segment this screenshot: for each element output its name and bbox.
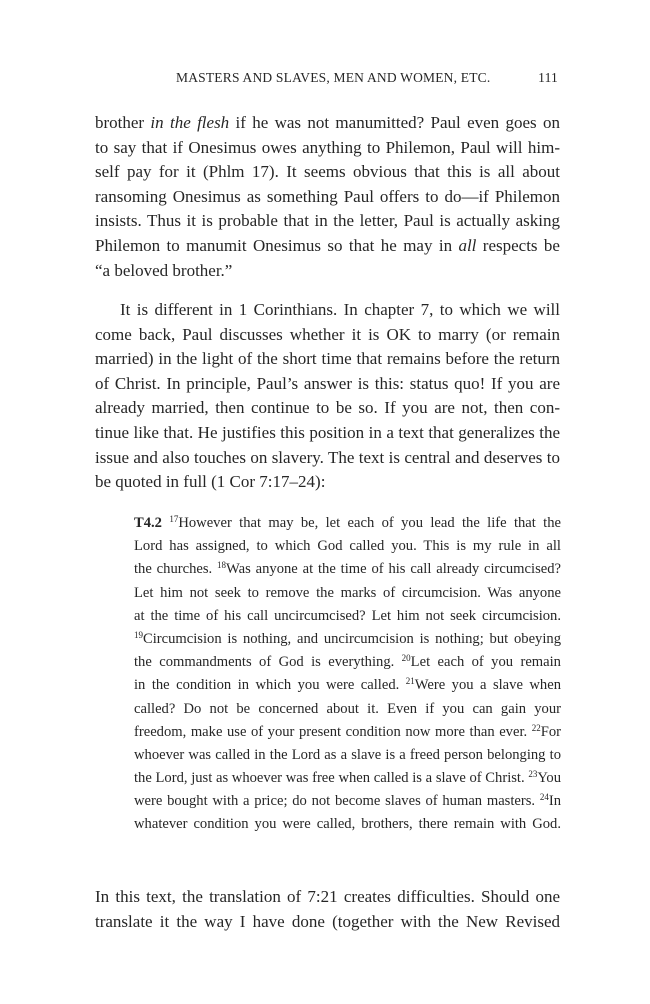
page-number: 111 [538,70,558,85]
text-line: self pay for it (Phlm 17). It seems obvious that this is all about [95,162,560,182]
paragraph-2 [95,298,560,495]
text-line: ransoming Onesimus as something Paul offers to do—if Philemon [95,186,560,206]
text-line: issue and also touches on slavery. The text is central and deserves to [95,447,560,467]
quote-line: in the condition in which you were called. $^{21}$Were you a slave when [134,676,561,694]
block-quote [134,512,561,837]
verse-number: 24 [539,792,549,803]
text-line: “a beloved brother.” [95,260,233,280]
paragraph-3 [95,885,560,934]
text-label: T4.2 [134,515,162,531]
text-line: of Christ. In principle, Paul’s answer is this: status quo! If you are [95,373,560,393]
quote-line: the churches. $^{18}$Was anyone at the time of his call already circumcised? [134,560,561,578]
text-line: to say that if Onesimus owes anything to Philemon, Paul will him- [95,137,560,157]
quote-line: Let him not seek to remove the marks of circumcision. Was anyone [134,584,561,601]
quote-line: whoever was called in the Lord as a slave is a freed person belonging to [134,746,561,763]
text-line: come back, Paul discusses whether it is OK to marry (or remain [95,324,560,344]
text-line: insists. Thus it is probable that in the letter, Paul is actually asking [95,211,560,231]
verse-number: 18 [217,560,227,571]
running-title: MASTERS AND SLAVES, MEN AND WOMEN, ETC. [176,70,491,85]
text-line: It is different in 1 Corinthians. In chapter 7, to which we will [120,300,560,319]
verse-number: 17 [169,514,179,524]
verse-number: 22 [531,722,541,733]
emphasis: in the flesh [150,113,230,132]
quote-line: the commandments of God is everything. $^{20}$Let each of you remain [134,653,561,671]
text-line: tinue like that. He justifies this position in a text that generalizes the [95,422,560,442]
text-line: translate it the way I have done (together with the New Revised [95,911,560,931]
quote-line: at the time of his call uncircumcised? Let him not seek circumcision. [134,607,561,624]
text-line: In this text, the translation of 7:21 creates difficulties. Should one [95,887,560,906]
quote-line: the Lord, just as whoever was free when called is a slave of Christ. $^{23}$You [134,769,561,787]
quote-line: T4.2 $^{17}$However that may be, let each of you lead the life that the [134,514,561,531]
text-line: already married, then continue to be so. If you are not, then con- [95,398,560,418]
verse-number: 23 [528,769,538,780]
text-line: married) in the light of the short time that remains before the return [95,349,560,369]
quote-line: called? Do not be concerned about it. Even if you can gain your [134,700,561,717]
text-line: brother in the flesh if he was not manumitted? Paul even goes on [95,113,560,132]
quote-line: $^{19}$Circumcision is nothing, and uncircumcision is nothing; but obeying [134,629,561,647]
quote-line: whatever condition you were called, brothers, there remain with God. [134,816,561,833]
emphasis: all [458,235,477,255]
verse-number: 20 [401,653,411,664]
text-line: be quoted in full (1 Cor 7:17–24): [95,472,326,492]
verse-number: 21 [405,676,415,687]
verse-number: 19 [134,629,143,640]
quote-line: Lord has assigned, to which God called you. This is my rule in all [134,538,561,555]
quote-line: were bought with a price; do not become slaves of human masters. $^{24}$In [134,792,561,810]
text-line: Philemon to manumit Onesimus so that he may in all respects be [95,235,560,255]
quote-line: freedom, make use of your present condition now more than ever. $^{22}$For [134,722,561,740]
paragraph-1 [95,111,560,283]
